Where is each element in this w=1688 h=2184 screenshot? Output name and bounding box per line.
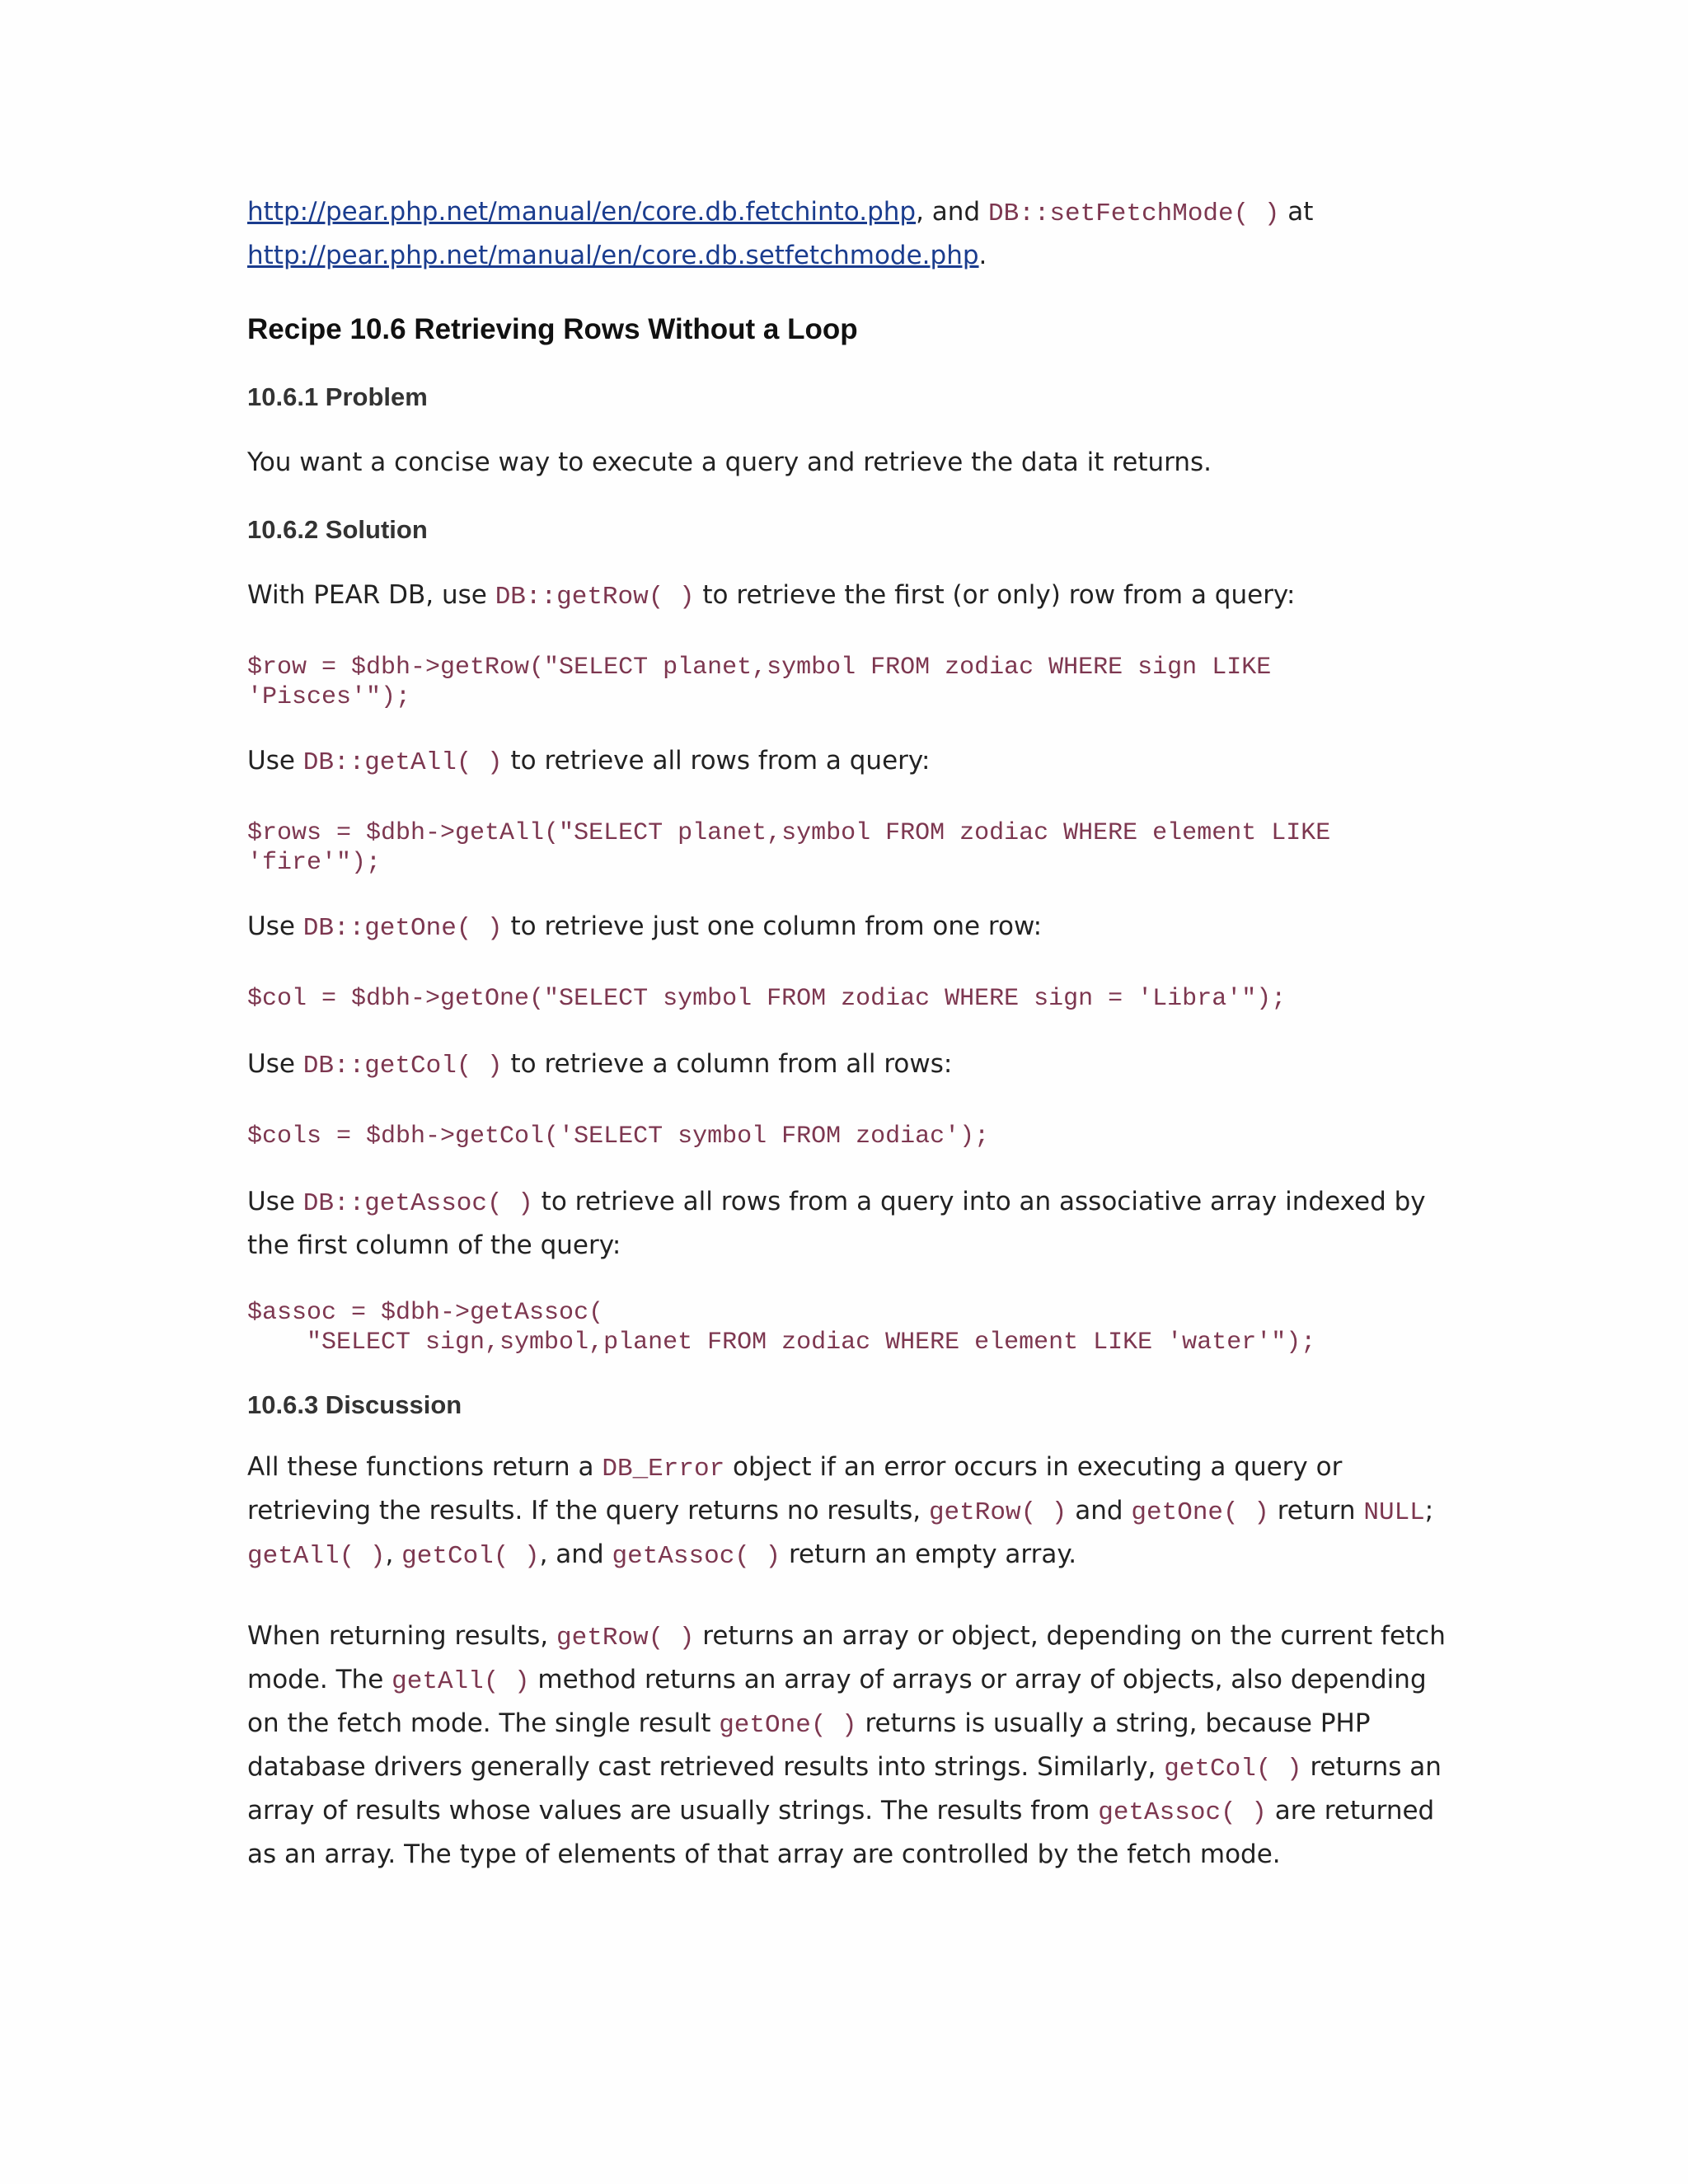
intro-text: .: [978, 241, 987, 270]
code-block-getone: $col = $dbh->getOne("SELECT symbol FROM zodiac WHERE sign = 'Libra'");: [247, 985, 1287, 1013]
inline-code: getOne( ): [719, 1711, 857, 1740]
code-block-getassoc: $assoc = $dbh->getAssoc( "SELECT sign,symbol,planet FROM zodiac WHERE element LIKE 'water'");: [247, 1299, 1316, 1357]
solution-paragraph: [247, 740, 1451, 784]
solution-paragraph: [247, 1181, 1451, 1267]
solution-paragraph: [247, 574, 1451, 618]
recipe-title: Recipe 10.6 Retrieving Rows Without a Loop: [247, 313, 858, 345]
paragraph-text: returns an array of results whose values are usually strings. The results from: [247, 1752, 1442, 1825]
paragraph-text: All these functions return a: [247, 1452, 603, 1482]
inline-code: getCol( ): [1164, 1755, 1302, 1783]
paragraph-text: Use: [247, 912, 303, 941]
inline-code: getRow( ): [556, 1624, 695, 1652]
inline-code: DB::getRow( ): [495, 583, 695, 612]
inline-code: getRow( ): [928, 1498, 1067, 1527]
paragraph-text: return: [1268, 1496, 1364, 1526]
inline-code: NULL: [1363, 1498, 1425, 1527]
paragraph-text: With PEAR DB, use: [247, 580, 495, 610]
paragraph-text: ,: [385, 1540, 402, 1569]
discussion-paragraph: [247, 1446, 1451, 1577]
solution-paragraph: [247, 1043, 1451, 1087]
paragraph-text: to retrieve all rows from a query:: [502, 746, 931, 776]
paragraph-text: to retrieve the first (or only) row from a query:: [694, 580, 1296, 610]
problem-heading: 10.6.1 Problem: [247, 382, 428, 411]
paragraph-text: Use: [247, 1049, 303, 1079]
solution-paragraph: [247, 906, 1451, 949]
inline-code: getAssoc( ): [612, 1542, 781, 1571]
paragraph-text: ;: [1424, 1496, 1434, 1526]
inline-code: DB::setFetchMode( ): [987, 199, 1280, 228]
inline-code: DB::getAssoc( ): [302, 1189, 533, 1218]
paragraph-text: returns is usually a string, because PHP database drivers generally cast retrieved results into strings. Similarly,: [247, 1708, 1371, 1782]
inline-code: getCol( ): [401, 1542, 540, 1571]
code-block-getcol: $cols = $dbh->getCol('SELECT symbol FROM zodiac');: [247, 1122, 990, 1151]
intro-text: at: [1279, 197, 1314, 227]
paragraph-text: are returned as an array. The type of elements of that array are controlled by the fetch mode.: [247, 1796, 1435, 1869]
inline-code: DB_Error: [602, 1455, 725, 1483]
discussion-paragraph: [247, 1615, 1451, 1876]
intro-paragraph: [247, 191, 1451, 277]
paragraph-text: and: [1067, 1496, 1132, 1526]
paragraph-text: Use: [247, 1187, 303, 1216]
paragraph-text: to retrieve all rows from a query into an associative array indexed by the first column of the query:: [247, 1187, 1426, 1260]
code-block-getall: $rows = $dbh->getAll("SELECT planet,symbol FROM zodiac WHERE element LIKE 'fire'");: [247, 819, 1331, 877]
paragraph-text: returns an array or object, depending on the current fetch mode. The: [247, 1621, 1446, 1694]
discussion-heading: 10.6.3 Discussion: [247, 1390, 462, 1419]
paragraph-text: return an empty array.: [781, 1540, 1077, 1569]
inline-code: getAll( ): [247, 1542, 386, 1571]
paragraph-text: to retrieve just one column from one row:: [502, 912, 1043, 941]
paragraph-text: , and: [539, 1540, 612, 1569]
fetchinto-manual-link[interactable]: http://pear.php.net/manual/en/core.db.fetchinto.php: [247, 197, 917, 227]
code-block-getrow: $row = $dbh->getRow("SELECT planet,symbol FROM zodiac WHERE sign LIKE 'Pisces'");: [247, 654, 1272, 711]
inline-code: DB::getCol( ): [302, 1052, 503, 1080]
problem-text: You want a concise way to execute a query and retrieve the data it returns.: [247, 448, 1212, 477]
paragraph-text: method returns an array of arrays or array of objects, also depending on the fetch mode. The single result: [247, 1665, 1427, 1738]
solution-heading: 10.6.2 Solution: [247, 515, 428, 544]
inline-code: getAssoc( ): [1098, 1798, 1267, 1827]
setfetchmode-manual-link[interactable]: http://pear.php.net/manual/en/core.db.setfetchmode.php: [247, 241, 979, 270]
inline-code: getAll( ): [392, 1667, 530, 1696]
intro-text: , and: [916, 197, 988, 227]
inline-code: DB::getOne( ): [302, 914, 503, 943]
inline-code: DB::getAll( ): [302, 748, 503, 777]
paragraph-text: object if an error occurs in executing a query or retrieving the results. If the query returns no results,: [247, 1452, 1343, 1526]
paragraph-text: Use: [247, 746, 303, 776]
inline-code: getOne( ): [1131, 1498, 1269, 1527]
paragraph-text: to retrieve a column from all rows:: [502, 1049, 953, 1079]
paragraph-text: When returning results,: [247, 1621, 557, 1651]
document-page: [247, 191, 1451, 1876]
